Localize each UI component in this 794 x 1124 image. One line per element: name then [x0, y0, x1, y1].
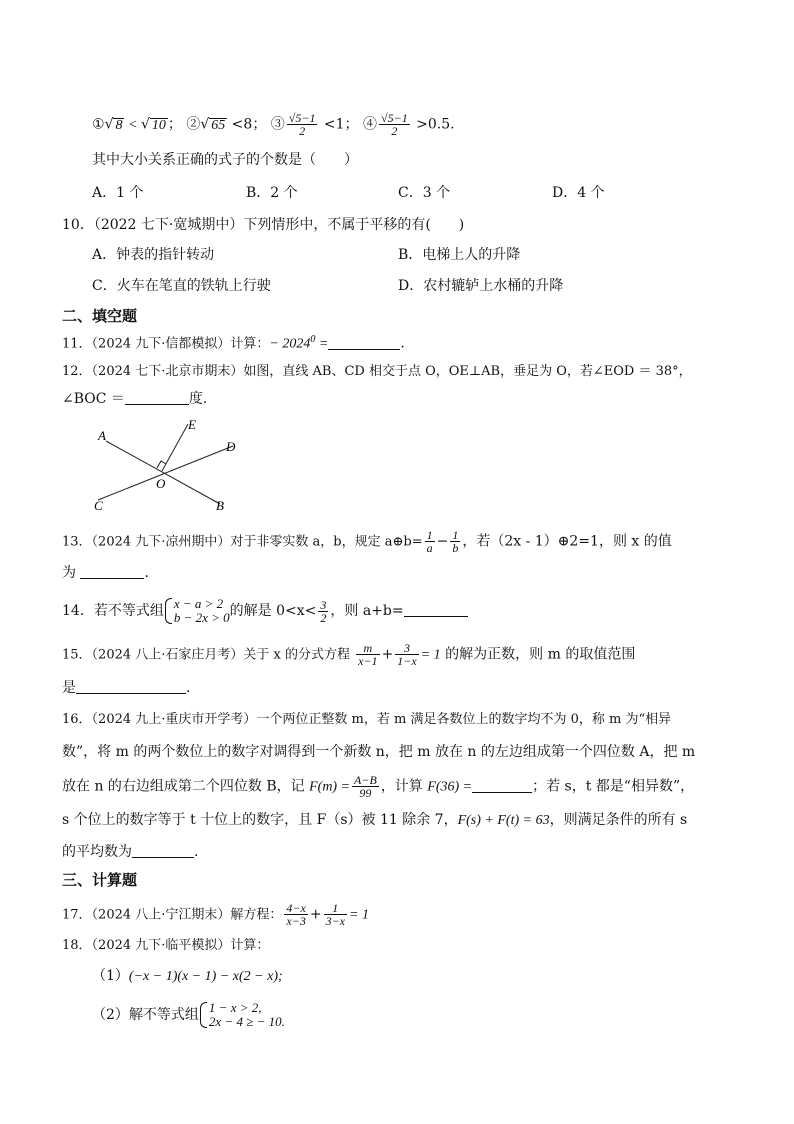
operator: +: [309, 906, 322, 923]
q13-line2: [62, 563, 149, 583]
section-fill-blank: 二、填空题: [62, 307, 138, 325]
q15-line1: [62, 642, 635, 667]
q11-eq: =: [315, 336, 329, 352]
fraction: [287, 112, 318, 137]
frac-den: 2: [320, 610, 327, 625]
q14-answer-blank[interactable]: [404, 602, 468, 617]
q15-prefix2: 是: [62, 680, 76, 696]
q16-expr: F(s) + F(t) = 63: [457, 813, 550, 828]
frac-den: 2: [299, 124, 306, 138]
q16-text: ，则满足条件的所有 s: [549, 812, 688, 828]
q14-mid: 的解是 0<x<: [229, 603, 317, 619]
sqrt-arg: 8: [115, 117, 123, 133]
q12-unit: 度.: [188, 391, 208, 407]
q11: [62, 330, 405, 355]
q10-option-d[interactable]: D．农村辘轳上水桶的升降: [398, 278, 564, 294]
system-row: b − 2x > 0: [173, 610, 230, 625]
frac-den: 3−x: [325, 914, 346, 928]
q11-answer-blank[interactable]: [328, 335, 400, 350]
q18-part1: [92, 966, 283, 987]
q12-stem-line1: 12．（2024 七下·北京市期末）如图，直线 AB、CD 相交于点 O，OE⊥AB，垂足为 O，若∠EOD ＝ 38°，: [62, 364, 692, 379]
label-c: C: [94, 498, 103, 513]
frac-num: m: [356, 642, 379, 655]
item-number: ①: [92, 116, 105, 133]
q17-eq: = 1: [349, 907, 369, 923]
item-number: ②: [186, 116, 201, 133]
q16-text: s 个位上的数字等于 t 十位上的数字，且 F（s）被 11 除余 7，: [62, 812, 458, 828]
q13-line1: [62, 529, 672, 554]
item-rest: <1；: [319, 116, 359, 133]
frac-num: 1: [426, 528, 433, 542]
frac-num: A−B: [354, 773, 377, 787]
q10-stem: 10．（2022 七下·宽城期中）下列情形中，不属于平移的有( ): [62, 217, 465, 233]
frac-num: 3: [320, 597, 327, 612]
q12-answer-blank[interactable]: [125, 390, 189, 405]
q15-stem: 15．（2024 八上·石家庄月考）关于 x 的分式方程: [62, 647, 355, 663]
frac-num: √5−1: [381, 111, 408, 125]
q9-items: ①√ 8 < √ 10 ； ②√ 65 <8； ③ $\frac{√5-1}{2}$ <1； ④ $\frac{√5-1}{2}$ >0.5.: [92, 111, 455, 138]
inequality-system: [164, 597, 230, 625]
q18-stem: 18．（2024 九下·临平模拟）计算：: [62, 938, 270, 953]
q16-text: ；若 s，t 都是“相异数”，: [532, 778, 695, 795]
q17-stem: 17．（2024 八上·宁江期末）解方程：: [62, 907, 283, 923]
q16-line2: 数”，将 m 的两个数位上的数字对调得到一个新数 n，把 m 放在 n 的左边组成第一个四位数 A，把 m: [62, 744, 696, 760]
item-rest: <8；: [227, 116, 267, 133]
q17: [62, 902, 369, 927]
operator: +: [381, 646, 394, 663]
system-row: 1 − x > 2,: [208, 1000, 262, 1015]
q9-option-a[interactable]: A．1 个: [92, 185, 144, 201]
frac-den: 2: [391, 124, 398, 138]
q18-part1-label: （1）: [92, 968, 129, 984]
system-row: x − a > 2: [173, 596, 224, 611]
frac-den: x−1: [358, 654, 378, 668]
item-rest: >0.5.: [411, 116, 455, 133]
q11-end: .: [400, 335, 405, 352]
q10-option-c[interactable]: C．火车在笔直的铁轨上行驶: [92, 278, 271, 294]
frac-num: 1: [324, 902, 347, 915]
q16-text: ，计算: [380, 778, 428, 795]
frac-den: 1−x: [397, 654, 417, 668]
label-o: O: [156, 476, 166, 491]
separator: ；: [167, 116, 182, 133]
q13-answer-blank[interactable]: [80, 564, 144, 579]
q10-option-a[interactable]: A．钟表的指针转动: [92, 247, 215, 263]
q10-option-b[interactable]: B．电梯上人的升降: [398, 247, 521, 263]
q16-fm: F(m) =: [309, 779, 351, 795]
q12-stem-line2: [62, 389, 207, 409]
q9-option-d[interactable]: D．4 个: [552, 185, 605, 201]
frac-den: x−3: [286, 914, 306, 928]
q14-suffix: ，则 a+b=: [330, 603, 404, 619]
label-b: B: [216, 498, 224, 513]
q18-part2: [92, 1001, 285, 1029]
fraction: [395, 642, 418, 667]
label-e: E: [188, 417, 196, 432]
frac-den: b: [452, 541, 459, 555]
q16-line5: [62, 842, 198, 862]
q12-angle: ∠BOC ＝: [62, 391, 125, 407]
q14: [62, 597, 468, 625]
q16-text: 的平均数为: [62, 844, 132, 860]
q16-answer-blank-1[interactable]: [472, 778, 532, 793]
frac-den: a: [426, 541, 433, 555]
fraction: [450, 529, 460, 554]
q13-end: .: [144, 565, 149, 581]
line-ab: [106, 441, 220, 504]
q15-eq: = 1: [420, 647, 441, 663]
fraction: [356, 642, 379, 667]
q12-figure: [88, 414, 248, 514]
q9-question: 其中大小关系正确的式子的个数是（ ）: [92, 152, 358, 168]
sqrt-arg: 65: [211, 117, 226, 133]
operator: <: [124, 117, 141, 133]
inequality-system: [199, 1001, 285, 1029]
q15-line2: [62, 678, 190, 698]
q16-end: .: [194, 844, 199, 860]
q14-stem: 14．若不等式组: [62, 603, 164, 619]
q13-stem: 13．（2024 九下·凉州期中）对于非零实数 a，b，规定 a⊕b=: [62, 534, 423, 550]
q18-part2-label: （2）解不等式组: [92, 1007, 199, 1023]
fraction: [324, 902, 347, 927]
item-number: ④: [363, 116, 378, 133]
q13-suffix: ，若（2x - 1）⊕2=1，则 x 的值: [462, 533, 672, 550]
frac-num: √5−1: [288, 111, 316, 125]
q15-end: .: [186, 680, 191, 696]
q11-exp: 0: [310, 334, 316, 345]
q18-part1-expr: (−x − 1)(x − 1) − x(2 − x);: [128, 969, 283, 984]
q11-expr: − 2024: [269, 336, 311, 352]
operator: −: [436, 533, 449, 550]
frac-den: 99: [359, 786, 372, 800]
q16-line3: [62, 774, 694, 799]
fraction: [318, 599, 328, 624]
q9-option-b[interactable]: B．2 个: [246, 185, 298, 201]
q15-suffix: 的解为正数，则 m 的取值范围: [440, 646, 636, 663]
fraction: [284, 902, 307, 927]
q16-answer-blank-2[interactable]: [132, 843, 194, 858]
fraction: [425, 529, 435, 554]
section-calculation: 三、计算题: [62, 871, 138, 889]
label-a: A: [98, 428, 106, 443]
q16-line4: [62, 810, 687, 831]
frac-num: 3: [395, 642, 418, 655]
q16-line1: 16．（2024 九上·重庆市开学考）一个两位正整数 m，若 m 满足各数位上的数字均不为 0，称 m 为“相异: [62, 712, 672, 727]
sqrt-arg: 10: [151, 117, 166, 133]
item-number: ③: [270, 116, 285, 133]
label-d: D: [226, 439, 236, 454]
system-row: 2x − 4 ≥ − 10.: [208, 1014, 285, 1029]
q11-stem: 11．（2024 九下·信都模拟）计算：: [62, 336, 270, 352]
q9-option-c[interactable]: C．3 个: [398, 185, 451, 201]
line-cd: [98, 446, 233, 500]
frac-num: 1: [452, 528, 459, 542]
fraction: [352, 774, 379, 799]
q16-text: 放在 n 的右边组成第二个四位数 B，记: [62, 778, 310, 795]
q13-prefix2: 为: [62, 565, 81, 581]
fraction: [379, 112, 410, 137]
q15-answer-blank[interactable]: [76, 679, 186, 694]
frac-num: 4−x: [286, 901, 306, 915]
q16-f36: F(36) =: [427, 779, 473, 795]
